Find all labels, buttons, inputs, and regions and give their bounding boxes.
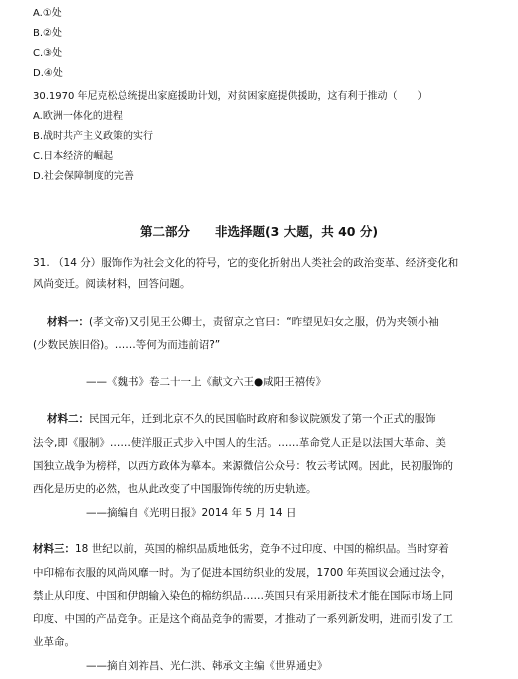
q29-option-d: D.④处 — [33, 68, 63, 79]
q29-option-a: A.①处 — [33, 8, 62, 19]
material1-text-1: (孝文帝)又引见王公卿士，责留京之官曰：“昨望见妇女之服，仍为夹领小袖 — [89, 316, 439, 328]
material3-label: 材料三： — [33, 543, 75, 555]
q30-option-a: A.欧洲一体化的进程 — [33, 111, 123, 122]
section-title: 第二部分 非选择题(3 大题，共 40 分) — [139, 224, 379, 239]
q30-option-d: D.社会保障制度的完善 — [33, 171, 134, 182]
q31-stem-line-1: 31. （14 分）服饰作为社会文化的符号，它的变化折射出人类社会的政治变革、经济变化和 — [33, 257, 459, 269]
q30-option-c: C.日本经济的崛起 — [33, 151, 114, 162]
material3-line-3: 禁止从印度、中国和伊朗输入染色的棉纺织品……英国只有采用新技术才能在国际市场上同 — [33, 590, 453, 602]
q30-option-b: B.战时共产主义政策的实行 — [33, 131, 154, 142]
q31-stem-line-2: 风尚变迁。阅读材料，回答问题。 — [33, 278, 191, 290]
material3-source: ——摘自刘祚昌、光仁洪、韩承文主编《世界通史》 — [86, 660, 328, 672]
material3-text-1: 18 世纪以前，英国的棉织品质地低劣，竞争不过印度、中国的棉织品。当时穿着 — [75, 543, 449, 555]
material1-line-2: (少数民族旧俗)。……等何为而违前诏?” — [33, 339, 221, 351]
material2-line-3: 国独立战争为榜样，以西方政体为摹本。来源微信公众号：牧云考试网。因此，民初服饰的 — [33, 460, 453, 472]
q30-stem: 30.1970 年尼克松总统提出家庭援助计划，对贫困家庭提供援助，这有利于推动（ ） — [33, 91, 428, 102]
material2-text-1: 民国元年，迁到北京不久的民国临时政府和参议院颁发了第一个正式的服饰 — [89, 413, 436, 425]
material1-source: ——《魏书》卷二十一上《献文六王●咸阳王禧传》 — [86, 376, 327, 388]
material2-source: ——摘编自《光明日报》2014 年 5 月 14 日 — [86, 507, 297, 519]
material3-line-5: 业革命。 — [33, 636, 75, 648]
material2-label: 材料二： — [47, 413, 89, 425]
material1-label: 材料一： — [47, 316, 89, 328]
q29-option-b: B.②处 — [33, 28, 63, 39]
material3-line-1 — [33, 541, 449, 556]
q29-option-c: C.③处 — [33, 48, 63, 59]
material3-line-2: 中印棉布衣服的风尚风靡一时。为了促进本国纺织业的发展，1700 年英国议会通过法令， — [33, 567, 452, 579]
material2-line-4: 西化是历史的必然，也从此改变了中国服饰传统的历史轨迹。 — [33, 483, 317, 495]
material2-line-1 — [47, 411, 436, 426]
material3-line-4: 印度、中国的产品竞争。正是这个商品竞争的需要，才推动了一系列新发明，进而引发了工 — [33, 613, 453, 625]
material1-line-1 — [47, 314, 439, 329]
material2-line-2: 法令,即《服制》……使洋服正式步入中国人的生活。……革命党人正是以法国大革命、美 — [33, 437, 446, 449]
